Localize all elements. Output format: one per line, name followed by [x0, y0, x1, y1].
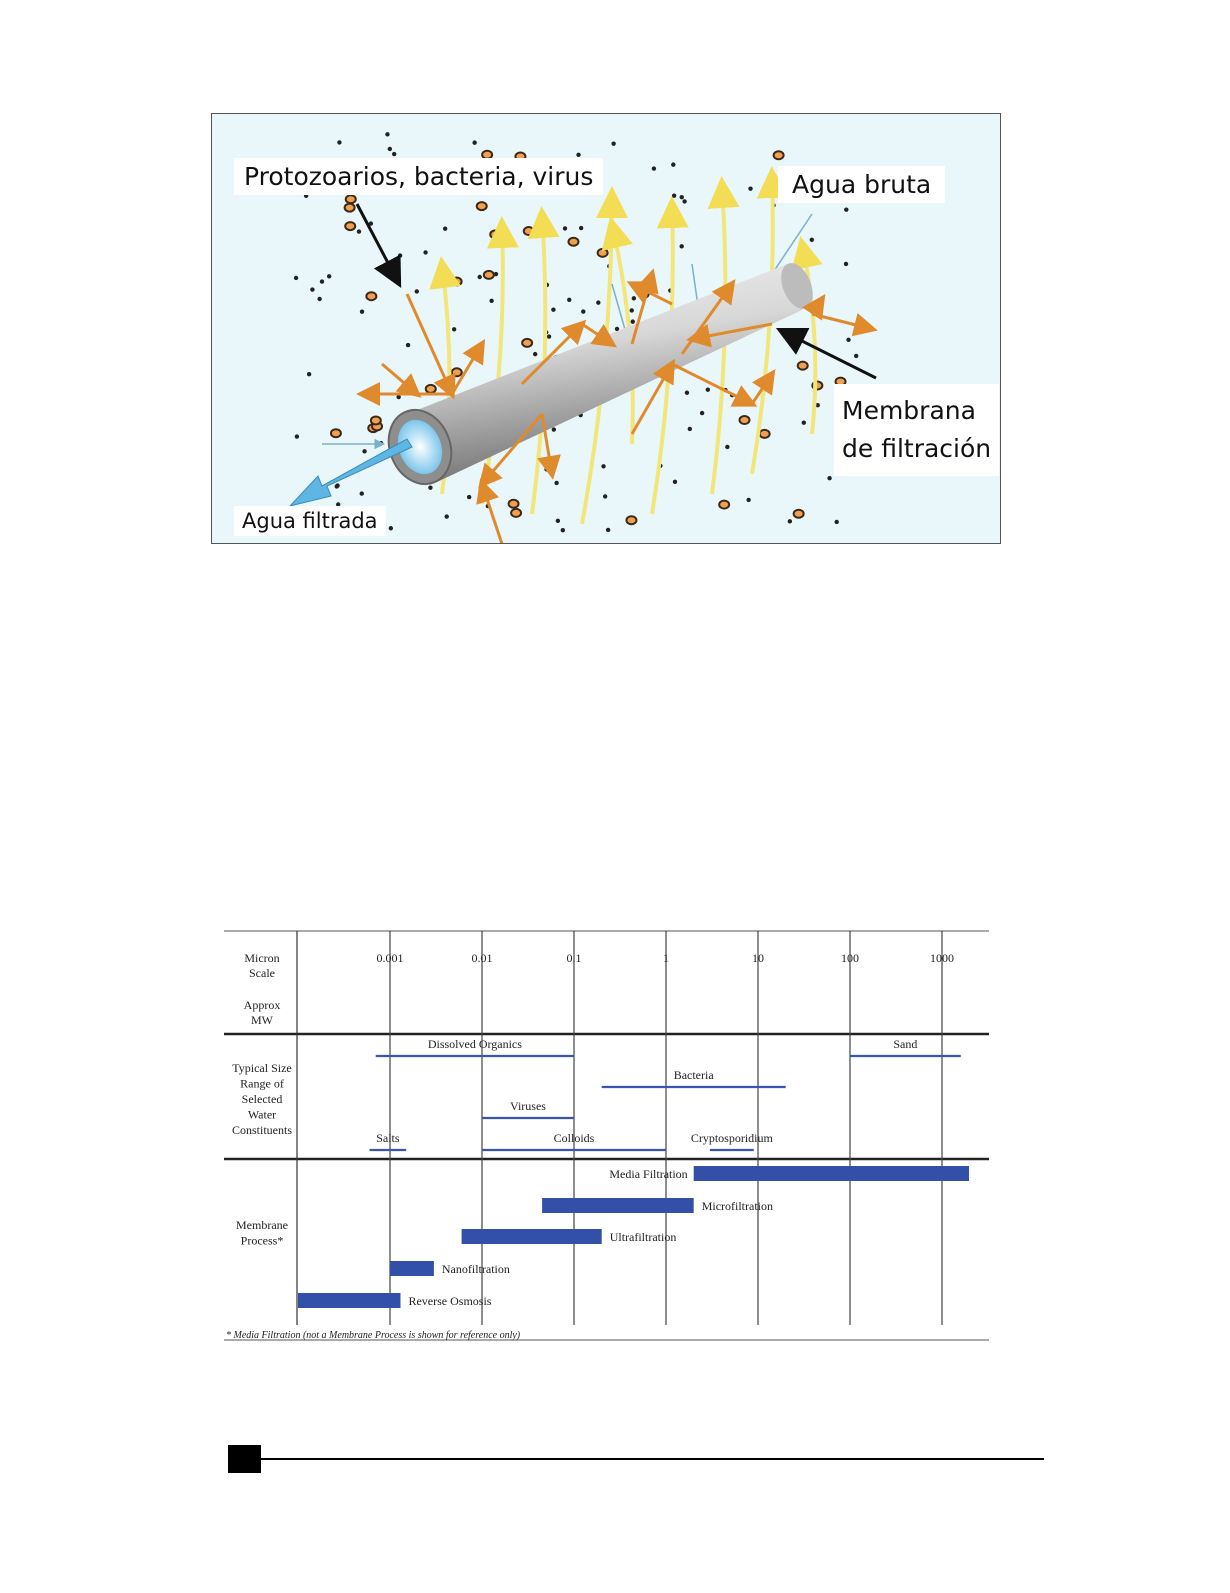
membrane-process-bar — [390, 1261, 434, 1276]
label-agua-bruta: Agua bruta — [778, 166, 945, 203]
particle-dot — [576, 153, 580, 157]
particle-cell — [626, 516, 636, 524]
particle-cell — [509, 500, 519, 508]
particle-cell — [524, 227, 534, 235]
particle-dot — [603, 494, 607, 498]
particle-cell — [345, 222, 355, 230]
particle-dot — [688, 427, 692, 431]
particle-dot — [682, 199, 686, 203]
retained-particle-arrow — [482, 484, 502, 543]
particle-cell — [345, 204, 355, 212]
particle-cell — [346, 195, 356, 203]
particle-dot — [672, 193, 676, 197]
particle-dot — [310, 287, 314, 291]
particle-dot — [810, 238, 814, 242]
particle-dot — [844, 207, 848, 211]
membrane-process-label: Nanofiltration — [441, 1262, 510, 1276]
constituent-label: Viruses — [510, 1099, 546, 1113]
particle-dot — [385, 132, 389, 136]
approx-mw-label: MW — [251, 1013, 273, 1027]
micron-scale-label: Micron — [244, 951, 280, 965]
size-chart-svg — [224, 930, 989, 1342]
particle-dot — [596, 300, 600, 304]
particle-dot — [788, 519, 792, 523]
constituent-label: Colloids — [553, 1131, 595, 1145]
particle-cell — [366, 292, 376, 300]
particle-cell — [740, 416, 750, 424]
scale-tick-label: 0.001 — [376, 951, 404, 965]
particle-dot — [680, 195, 684, 199]
particle-dot — [554, 481, 558, 485]
particle-dot — [679, 244, 683, 248]
particle-dot — [854, 354, 858, 358]
scale-tick-label: 1 — [663, 951, 669, 965]
constituent-label: Sand — [893, 1037, 918, 1051]
particle-dot — [294, 276, 298, 280]
particle-cell — [760, 430, 770, 438]
particle-dot — [317, 297, 321, 301]
retained-particle-arrow — [382, 364, 417, 394]
particle-dot — [307, 372, 311, 376]
membrane-process-label: Microfiltration — [701, 1199, 774, 1213]
particle-dot — [428, 485, 432, 489]
membrane-process-label: Media Filtration — [609, 1167, 688, 1181]
membrane-process-label: Reverse Osmosis — [408, 1294, 492, 1308]
particle-dot — [398, 253, 402, 257]
particle-cell — [331, 429, 341, 437]
particle-cell — [477, 202, 487, 210]
particle-dot — [392, 152, 396, 156]
particle-cell — [371, 416, 381, 424]
particle-dot — [561, 528, 565, 532]
membrane-process-bar — [694, 1166, 969, 1181]
particle-cell — [490, 230, 500, 238]
constituent-label: Bacteria — [673, 1068, 714, 1082]
particle-dot — [337, 140, 341, 144]
retained-particle-arrow — [672, 364, 752, 404]
particle-dot — [335, 484, 339, 488]
membrane-process-label: Ultrafiltration — [609, 1230, 677, 1244]
label-membrana-line2: de filtración — [842, 434, 992, 463]
particle-dot — [327, 274, 331, 278]
particle-dot — [415, 289, 419, 293]
pointer-arrow-membrana — [784, 332, 876, 378]
membrane-process-section-label: Membrane — [236, 1218, 288, 1232]
constituents-section-label: Range of — [240, 1076, 284, 1091]
particle-dot — [748, 186, 752, 190]
particle-cell — [484, 271, 494, 279]
membrane-process-section-label: Process* — [240, 1233, 284, 1248]
particle-dot — [360, 491, 364, 495]
particle-dot — [706, 387, 710, 391]
particle-dot — [700, 411, 704, 415]
membrane-process-bar — [298, 1293, 400, 1308]
membrane-process-bar — [542, 1198, 694, 1213]
constituent-label: Dissolved Organics — [427, 1037, 522, 1051]
particle-dot — [846, 338, 850, 342]
chart-footnote: * Media Filtration (not a Membrane Process is shown for reference only) — [226, 1330, 521, 1341]
particle-dot — [834, 520, 838, 524]
particle-dot — [467, 495, 471, 499]
particle-dot — [548, 225, 552, 229]
particle-dot — [362, 449, 366, 453]
particle-dot — [567, 298, 571, 302]
scale-tick-label: 0.01 — [471, 951, 493, 965]
filtered-water-arrow — [290, 439, 412, 506]
pointer-arrow-protozoa — [357, 204, 397, 280]
particle-dot — [611, 141, 615, 145]
constituent-label: Cryptosporidium — [690, 1131, 773, 1145]
particle-cell — [719, 501, 729, 509]
particle-dot — [295, 434, 299, 438]
particle-dot — [423, 250, 427, 254]
page-footer-block — [228, 1445, 261, 1473]
particle-dot — [579, 226, 583, 230]
particle-dot — [547, 334, 551, 338]
particle-dot — [746, 498, 750, 502]
membrane-process-bar — [462, 1229, 602, 1244]
constituent-label: Salts — [376, 1131, 400, 1145]
particle-cell — [774, 151, 784, 159]
scale-tick-label: 10 — [752, 951, 764, 965]
micron-scale-label: Scale — [249, 966, 275, 980]
particle-cell — [452, 368, 462, 376]
particle-dot — [563, 226, 567, 230]
particle-dot — [632, 296, 636, 300]
particle-dot — [357, 229, 361, 233]
particle-dot — [533, 352, 537, 356]
particle-dot — [472, 140, 476, 144]
scale-tick-label: 100 — [841, 951, 859, 965]
particle-dot — [556, 519, 560, 523]
particle-dot — [360, 309, 364, 313]
particle-dot — [551, 308, 555, 312]
particle-dot — [552, 427, 556, 431]
particle-cell — [511, 509, 521, 517]
particle-cell — [568, 238, 578, 246]
particle-dot — [389, 526, 393, 530]
particle-dot — [601, 464, 605, 468]
label-membrana — [834, 384, 999, 476]
membrane-filtration-illustration — [211, 113, 1001, 544]
particle-dot — [452, 327, 456, 331]
particle-dot — [802, 421, 806, 425]
particle-dot — [630, 308, 634, 312]
particle-dot — [388, 147, 392, 151]
particle-dot — [631, 319, 635, 323]
particle-dot — [844, 262, 848, 266]
particle-dot — [725, 445, 729, 449]
particle-dot — [685, 391, 689, 395]
membrane-size-chart — [224, 930, 989, 1342]
constituents-section-label: Selected — [241, 1092, 283, 1106]
retained-particle-arrow — [812, 314, 872, 329]
approx-mw-label: Approx — [243, 998, 281, 1012]
particle-dot — [406, 343, 410, 347]
scale-tick-label: 1000 — [930, 951, 954, 965]
page-footer-rule — [261, 1458, 1044, 1460]
particle-dot — [443, 226, 447, 230]
particle-dot — [444, 514, 448, 518]
particle-dot — [652, 166, 656, 170]
particle-dot — [615, 327, 619, 331]
constituents-section-label: Constituents — [231, 1123, 293, 1137]
particle-dot — [673, 480, 677, 484]
scale-tick-label: 0.1 — [566, 951, 582, 965]
label-protozoa: Protozoarios, bacteria, virus — [234, 158, 603, 195]
particle-dot — [489, 299, 493, 303]
particle-cell — [426, 385, 436, 393]
particle-cell — [794, 510, 804, 518]
particle-dot — [581, 309, 585, 313]
particle-cell — [798, 362, 808, 370]
particle-dot — [478, 275, 482, 279]
label-agua-filtrada: Agua filtrada — [234, 506, 386, 536]
particle-cell — [598, 249, 608, 257]
particle-dot — [544, 467, 548, 471]
particle-dot — [827, 476, 831, 480]
particle-cell — [522, 339, 532, 347]
particle-dot — [320, 279, 324, 283]
particle-dot — [671, 162, 675, 166]
constituents-section-label: Typical Size — [232, 1061, 292, 1075]
constituents-section-label: Water — [247, 1107, 277, 1122]
particle-cell — [452, 278, 462, 286]
particle-dot — [606, 528, 610, 532]
label-membrana-line1: Membrana — [842, 396, 976, 425]
